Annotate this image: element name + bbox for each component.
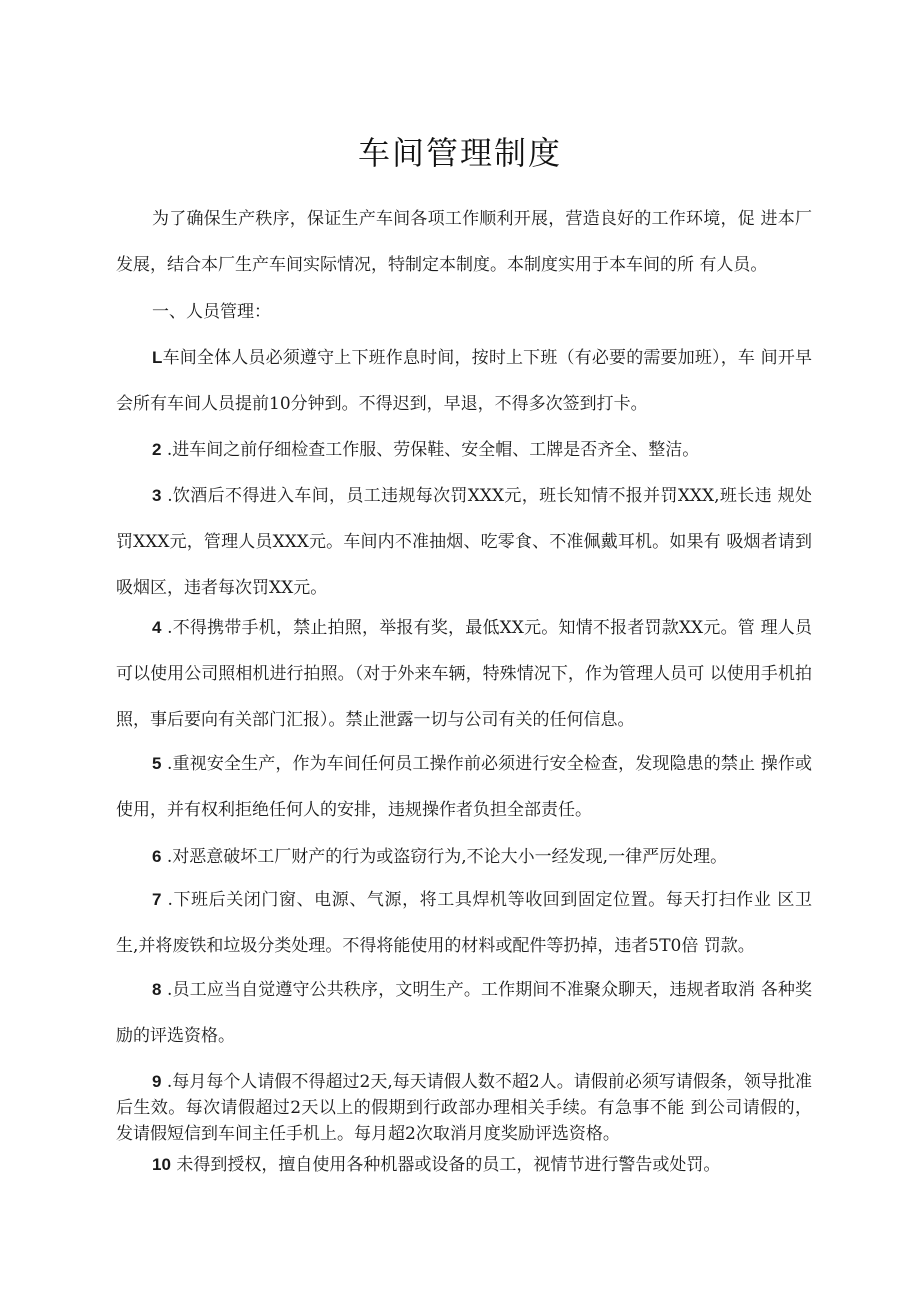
intro-paragraph: 为了确保生产秩序，保证生产车间各项工作顺利开展，营造良好的工作环境，促 进本厂发展，结合本厂生产车间实际情况，特制定本制度。本制度实用于本车间的所 有人员。	[116, 209, 812, 275]
rule-number: 7	[152, 890, 162, 909]
rule-text: .员工应当自觉遵守公共秩序，文明生产。工作期间不准聚众聊天，违规者取消 各种奖励的评选资格。	[116, 980, 812, 1046]
rule-number: 8	[152, 980, 162, 999]
rule-item	[116, 473, 812, 611]
rule-item	[116, 877, 812, 969]
section-heading: 一、人员管理：	[152, 302, 271, 322]
rule-item	[116, 1069, 812, 1147]
rule-number: 6	[152, 847, 162, 866]
rule-item	[116, 834, 812, 880]
rule-number: 5	[152, 754, 162, 773]
rule-number: 9	[152, 1072, 162, 1091]
rule-text: .重视安全生产，作为车间任何员工操作前必须进行安全检查，发现隐患的禁止 操作或使用，并有权利拒绝任何人的安排，违规操作者负担全部责任。	[116, 754, 812, 820]
rule-text: .下班后关闭门窗、电源、气源，将工具焊机等收回到固定位置。每天打扫作业 区卫生,并将废铁和垃圾分类处理。不得将能使用的材料或配件等扔掉，违者5T0倍 罚款。	[116, 890, 812, 956]
rule-item	[116, 741, 812, 833]
rule-text: .对恶意破坏工厂财产的行为或盗窃行为,不论大小一经发现,一律严厉处理。	[166, 847, 728, 867]
rule-item	[116, 605, 812, 743]
rule-item	[116, 335, 812, 427]
rule-item	[116, 427, 812, 473]
rule-text: .不得携带手机，禁止拍照，举报有奖，最低XX元。知情不报者罚款XX元。管 理人员可以使用公司照相机进行拍照。（对于外来车辆，特殊情况下，作为管理人员可 以使用手机拍照，事后要向有关部门汇报）。禁止泄露一切与公司有关的任何信息。	[116, 618, 813, 730]
rule-text: .饮酒后不得进入车间，员工违规每次罚XXX元，班长知情不报并罚XXX,班长违 规处罚XXX元，管理人员XXX元。车间内不准抽烟、吃零食、不准佩戴耳机。如果有 吸烟者请到吸烟区，违者每次罚XX元。	[116, 486, 812, 598]
rule-number: 2	[152, 440, 162, 459]
rule-text: 未得到授权，擅自使用各种机器或设备的员工，视情节进行警告或处罚。	[176, 1155, 721, 1175]
rule-text: .每月每个人请假不得超过2天,每天请假人数不超2人。请假前必须写请假条，领导批准后生效。每次请假超过2天以上的假期到行政部办理相关手续。有急事不能 到公司请假的，发请假短信到车间主任手机上。每月超2次取消月度奖励评选资格。	[116, 1072, 812, 1144]
rule-number: L	[152, 348, 163, 367]
rule-text: 车间全体人员必须遵守上下班作息时间，按时上下班（有必要的需要加班），车 间开早会所有车间人员提前10分钟到。不得迟到，早退，不得多次签到打卡。	[116, 348, 812, 414]
rule-item	[116, 1142, 812, 1188]
rule-number: 3	[152, 486, 162, 505]
rule-item	[116, 967, 812, 1059]
rule-number: 4	[152, 618, 162, 637]
page-title: 车间管理制度	[357, 134, 562, 172]
rule-text: .进车间之前仔细检查工作服、劳保鞋、安全帽、工牌是否齐全、整洁。	[166, 440, 700, 460]
rule-number: 10	[152, 1155, 171, 1174]
